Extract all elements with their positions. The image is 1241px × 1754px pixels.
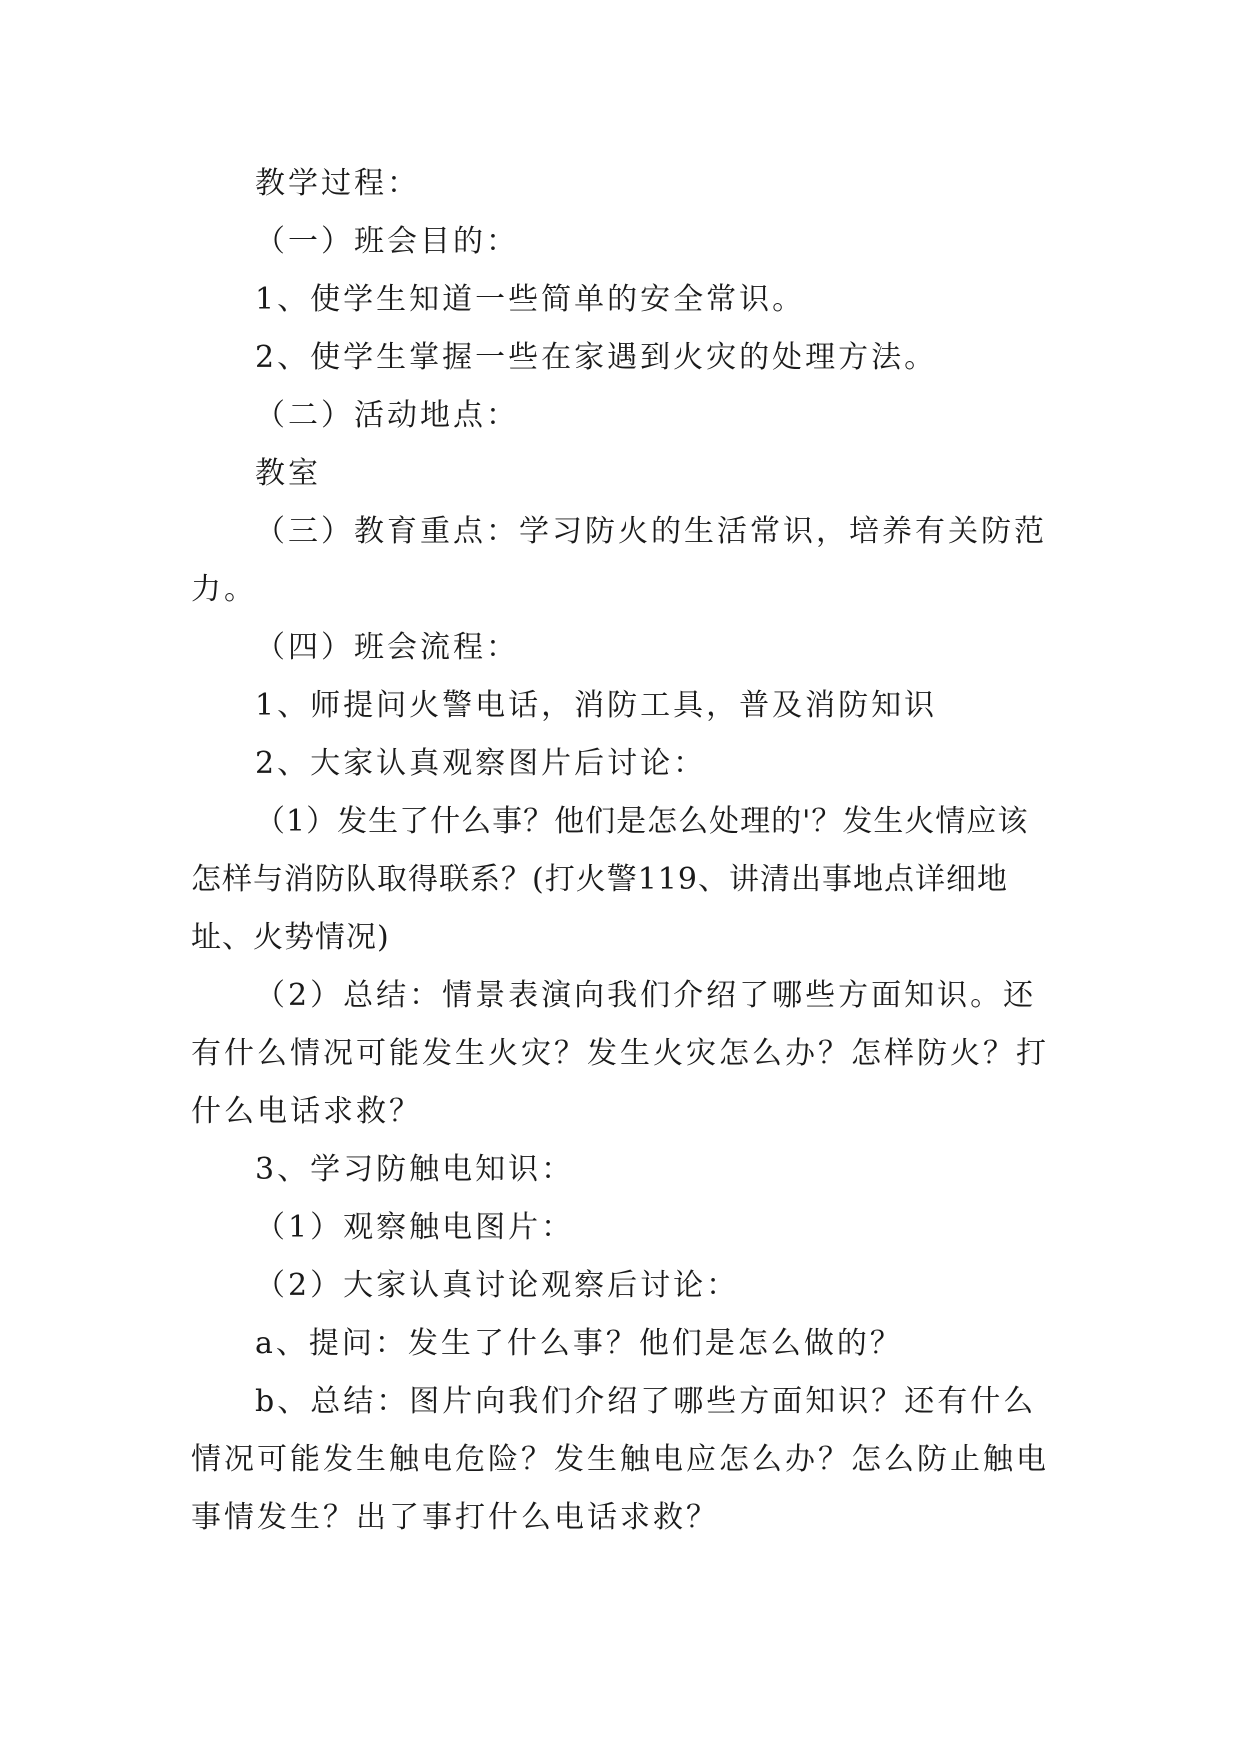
paragraph-goal-1: 1、使学生知道一些简单的安全常识。	[255, 282, 806, 317]
paragraph-flow-1: 1、师提问火警电话，消防工具，普及消防知识	[255, 688, 938, 723]
document-body	[191, 155, 1053, 1547]
paragraph-summary-1: （2）总结：情景表演向我们介绍了哪些方面知识。还有什么情况可能发生火灾？发生火灾怎么办？怎样防火？打什么电话求救？	[191, 978, 1049, 1129]
paragraph-question-a: a、提问：发生了什么事？他们是怎么做的？	[255, 1326, 903, 1361]
paragraph-flow-3: 3、学习防触电知识：	[255, 1152, 575, 1187]
paragraph-flow-heading: （四）班会流程：	[255, 630, 519, 665]
paragraph-observe-pictures: （1）观察触电图片：	[255, 1210, 575, 1245]
paragraph-teaching-process: 教学过程：	[255, 166, 420, 201]
paragraph-flow-2: 2、大家认真观察图片后讨论：	[255, 746, 707, 781]
paragraph-location-heading: （二）活动地点：	[255, 398, 519, 433]
paragraph-meeting-goal-heading: （一）班会目的：	[255, 224, 519, 259]
paragraph-question-1: （1）发生了什么事？他们是怎么处理的'？发生火情应该怎样与消防队取得联系？(打火警119、讲清出事地点详细地址、火势情况)	[191, 804, 1029, 955]
paragraph-key-points: （三）教育重点：学习防火的生活常识，培养有关防范力。	[191, 514, 1047, 607]
paragraph-discuss: （2）大家认真讨论观察后讨论：	[255, 1268, 740, 1303]
paragraph-goal-2: 2、使学生掌握一些在家遇到火灾的处理方法。	[255, 340, 938, 375]
paragraph-location: 教室	[255, 456, 321, 491]
paragraph-summary-b: b、总结：图片向我们介绍了哪些方面知识？还有什么情况可能发生触电危险？发生触电应怎么办？怎么防止触电事情发生？出了事打什么电话求救？	[191, 1384, 1049, 1535]
